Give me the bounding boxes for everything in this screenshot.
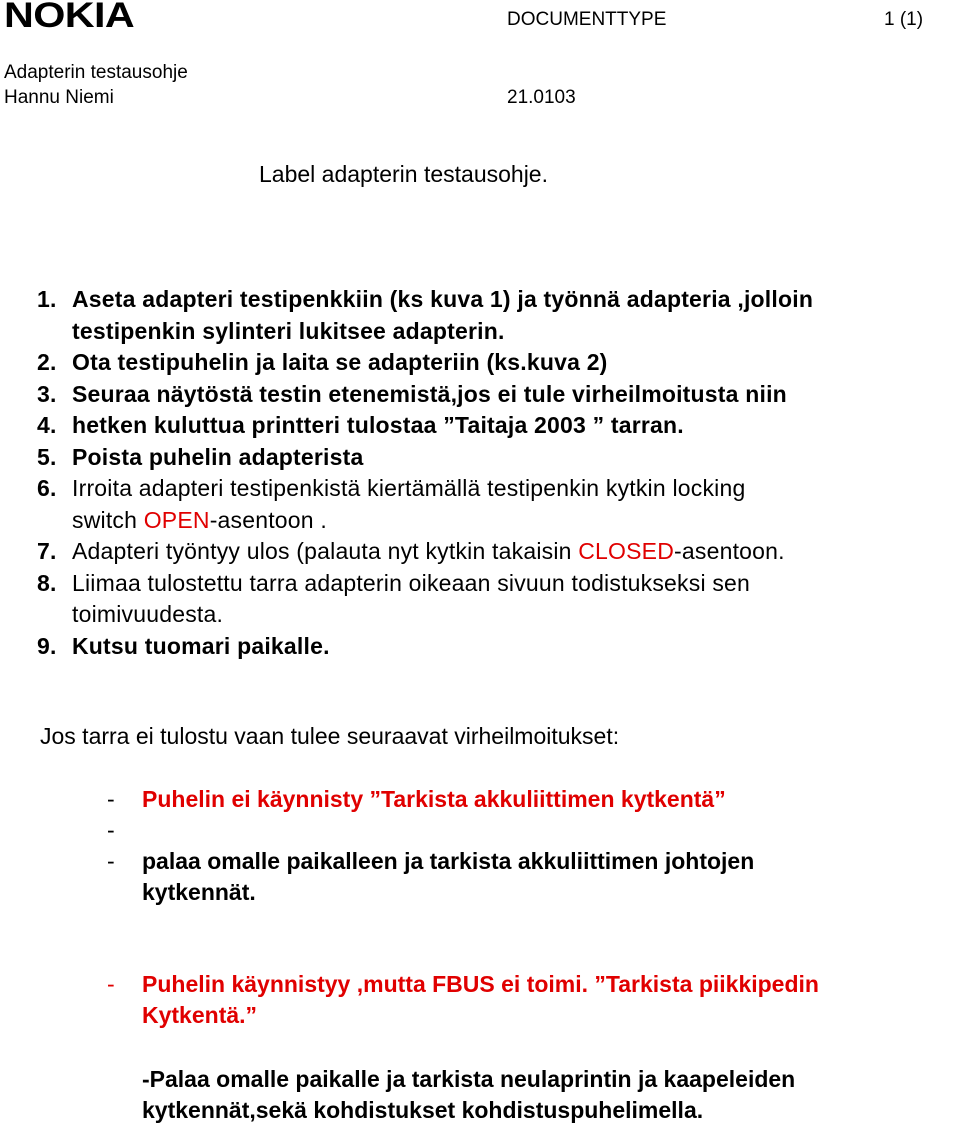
step-text: Kutsu tuomari paikalle.: [72, 632, 330, 659]
instruction-list: [37, 284, 960, 662]
dash: -: [107, 786, 115, 812]
list-item: [37, 473, 960, 536]
list-item: [37, 536, 960, 568]
step-text: -asentoon .: [209, 506, 327, 533]
step-text: Poista puhelin adapterista: [72, 443, 364, 470]
fix-instruction: palaa omalle paikalleen ja tarkista akkuliittimen johtojen: [142, 848, 755, 874]
list-item: [37, 347, 960, 379]
list-item: [37, 410, 960, 442]
nokia-logo: NOKIA: [4, 0, 135, 35]
open-keyword: OPEN: [143, 506, 210, 533]
step-text: hetken kuluttua printteri tulostaa ”Taitaja 2003 ” tarran.: [72, 412, 684, 438]
step-text: -asentoon.: [674, 538, 785, 564]
fix-instruction: -Palaa omalle paikalle ja tarkista neulaprintin ja kaapeleiden: [142, 1066, 796, 1092]
error-message: Kytkentä.”: [142, 1002, 258, 1028]
step-text: Ota testipuhelin ja laita se adapteriin (ks.kuva 2): [72, 349, 608, 375]
step-text: Seuraa näytöstä testin etenemistä,jos ei tule virheilmoitusta niin: [72, 380, 787, 407]
step-number: 4.: [37, 412, 57, 438]
closed-keyword: CLOSED: [578, 538, 675, 564]
step-number: 7.: [37, 538, 57, 564]
step-number: 8.: [37, 569, 57, 596]
fix-instruction: kytkennät,sekä kohdistukset kohdistuspuhelimella.: [142, 1097, 704, 1123]
document-author: Hannu Niemi: [4, 87, 114, 108]
document-date: 21.0103: [507, 87, 576, 108]
dash: -: [107, 848, 115, 874]
fix-block-2: [107, 1064, 960, 1126]
page-number: 1 (1): [884, 9, 924, 30]
step-text: toimivuudesta.: [72, 601, 224, 627]
step-number: 2.: [37, 349, 57, 375]
step-text: Aseta adapteri testipenkkiin (ks kuva 1) ja työnnä adapteria ,jolloin: [72, 286, 814, 312]
error-message: Puhelin ei käynnisty ”Tarkista akkuliittimen kytkentä”: [142, 786, 726, 812]
step-text: Irroita adapteri testipenkistä kiertämällä testipenkin kytkin locking: [72, 475, 746, 501]
step-number: 5.: [37, 443, 57, 470]
list-item: [37, 631, 960, 663]
list-item: [37, 379, 960, 411]
step-text: Liimaa tulostettu tarra adapterin oikeaan sivuun todistukseksi sen: [72, 569, 751, 596]
fix-instruction: kytkennät.: [142, 879, 256, 905]
error-block-2: [107, 969, 960, 1031]
step-number: 1.: [37, 286, 57, 312]
step-text: testipenkin sylinteri lukitsee adapterin.: [72, 317, 505, 344]
document-subtitle: Adapterin testausohje: [4, 62, 188, 83]
error-block-1: [107, 784, 960, 908]
list-item: [37, 442, 960, 474]
step-number: 3.: [37, 380, 57, 407]
document-type: DOCUMENTTYPE: [507, 9, 667, 30]
step-number: 9.: [37, 632, 57, 659]
list-item: [37, 568, 960, 631]
dash: -: [107, 971, 115, 997]
error-section-heading: Jos tarra ei tulostu vaan tulee seuraavat virheilmoitukset:: [40, 723, 620, 749]
page-title: Label adapterin testausohje.: [259, 161, 548, 187]
step-text: switch: [72, 506, 144, 533]
list-item: [37, 284, 960, 347]
step-text: Adapteri työntyy ulos (palauta nyt kytkin takaisin: [72, 538, 579, 564]
step-number: 6.: [37, 475, 57, 501]
error-message: Puhelin käynnistyy ,mutta FBUS ei toimi. ”Tarkista piikkipedin: [142, 971, 819, 997]
dash: -: [107, 817, 115, 843]
